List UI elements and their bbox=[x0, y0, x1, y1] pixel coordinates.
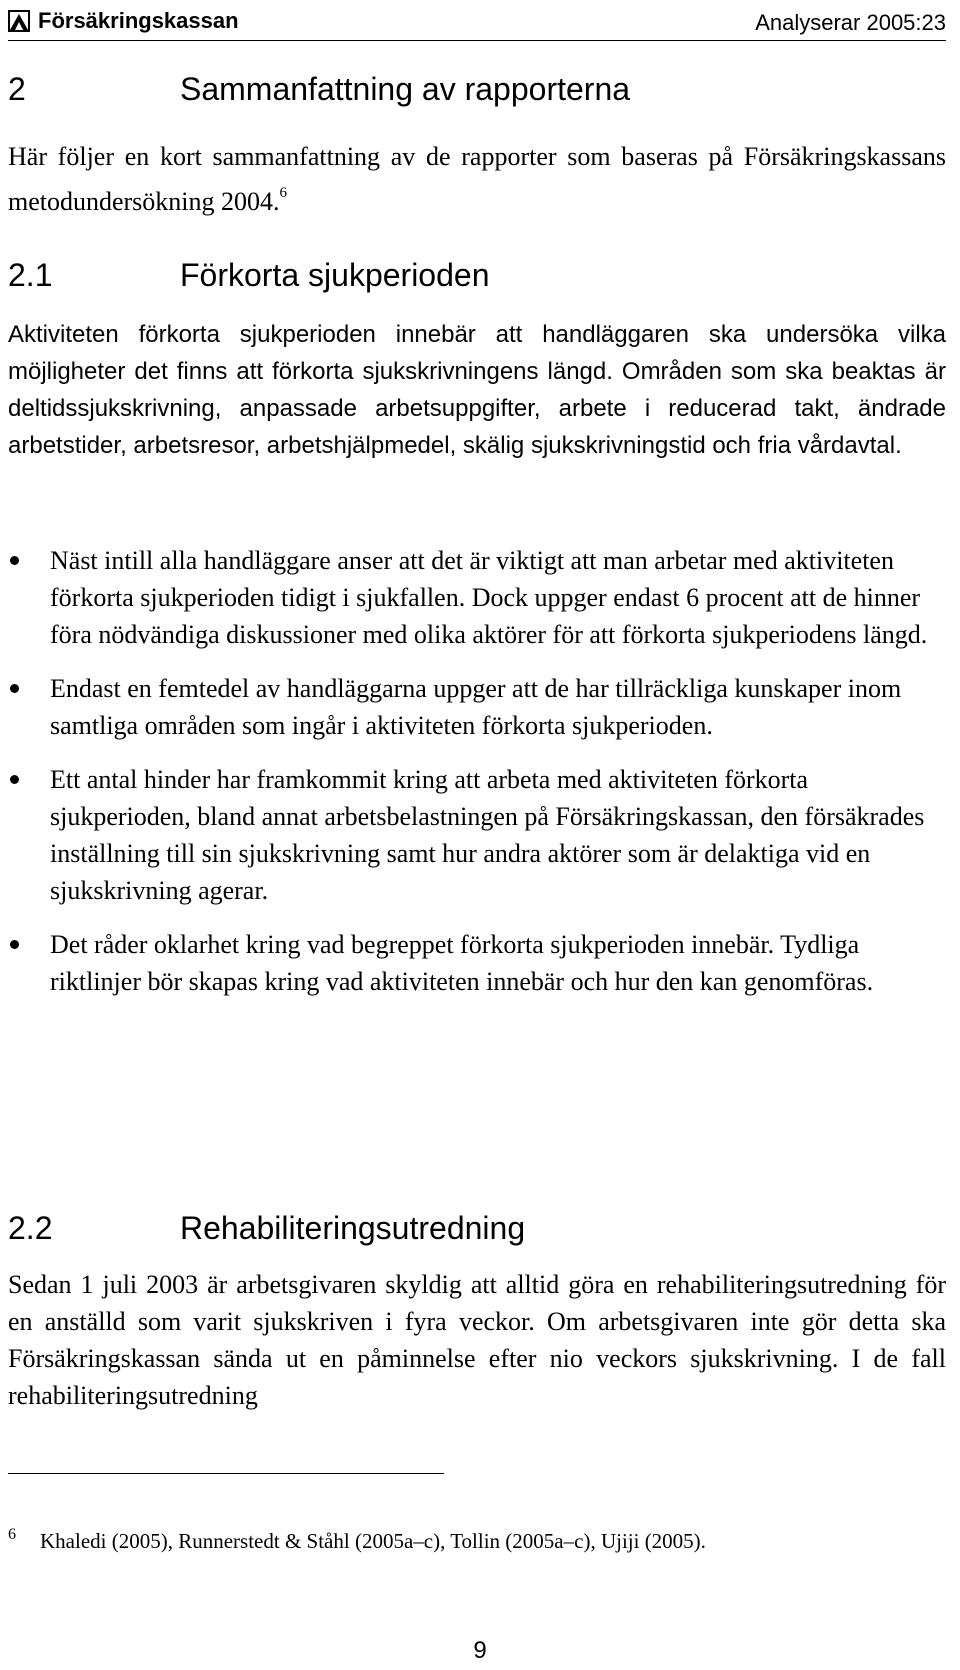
footnote-ref: 6 bbox=[279, 185, 288, 201]
bullet-icon bbox=[10, 684, 19, 693]
page-header bbox=[8, 4, 946, 41]
org-name: Försäkringskassan bbox=[38, 8, 239, 33]
list-item bbox=[0, 542, 960, 653]
list-item bbox=[0, 926, 960, 1000]
bullet-list bbox=[0, 542, 960, 1017]
list-item-text: Det råder oklarhet kring vad begreppet förkorta sjukperioden innebär. Tydliga riktlinjer bör skapas kring vad aktiviteten innebär och hur den kan genomföras. bbox=[50, 930, 874, 996]
section-number: 2.2 bbox=[8, 1210, 53, 1246]
section-2-intro bbox=[8, 138, 946, 220]
bullet-icon bbox=[10, 556, 19, 565]
footnote-text: Khaledi (2005), Runnerstedt & Ståhl (2005a–c), Tollin (2005a–c), Ujiji (2005). bbox=[40, 1529, 706, 1553]
list-item bbox=[0, 761, 960, 909]
section-title: Sammanfattning av rapporterna bbox=[180, 71, 631, 107]
page-number: 9 bbox=[473, 1637, 487, 1664]
list-item-text: Ett antal hinder har framkommit kring att arbeta med aktiviteten förkorta sjukperioden, bland annat arbetsbelastningen på Försäkringskassan, den försäkrades inställning till sin sjukskrivning samt hur andra aktörer som är delaktiga vid en sjukskrivning agerar. bbox=[50, 765, 925, 905]
footnote-number: 6 bbox=[8, 1526, 16, 1543]
list-item bbox=[0, 670, 960, 744]
footnote-divider bbox=[8, 1473, 444, 1474]
intro-text: Här följer en kort sammanfattning av de rapporter som baseras på Försäkringskassans metodundersökning 2004. bbox=[8, 142, 946, 216]
section-2-2-paragraph: Sedan 1 juli 2003 är arbetsgivaren skyldig att alltid göra en rehabiliteringsutredning för en anställd som varit sjukskriven i fyra veckor. Om arbetsgivaren inte gör detta ska Försäkringskassan sända ut en påminnelse efter nio veckors sjukskrivning. I de fall rehabiliteringsutredning bbox=[8, 1270, 946, 1410]
list-item-text: Endast en femtedel av handläggarna uppger att de har tillräckliga kunskaper inom samtliga områden som ingår i aktiviteten förkorta sjukperioden. bbox=[50, 674, 902, 740]
section-number: 2.1 bbox=[8, 257, 53, 293]
section-title: Rehabiliteringsutredning bbox=[180, 1210, 526, 1246]
forsakringskassan-logo-icon bbox=[8, 10, 30, 32]
report-id: Analyserar 2005:23 bbox=[755, 10, 946, 35]
bullet-icon bbox=[10, 940, 19, 949]
section-number: 2 bbox=[8, 71, 26, 107]
section-2-1-heading bbox=[8, 256, 946, 294]
bullet-icon bbox=[10, 775, 19, 784]
section-2-1-paragraph: Aktiviteten förkorta sjukperioden innebär att handläggaren ska undersöka vilka möjligheter det finns att förkorta sjukskrivningens längd. Områden som ska beaktas är deltidssjukskrivning, anpassade arbetsuppgifter, arbete i reducerad takt, ändrade arbetstider, arbetsresor, arbetshjälpmedel, skälig sjukskrivningstid och fria vårdavtal. bbox=[8, 321, 946, 459]
list-item-text: Näst intill alla handläggare anser att det är viktigt att man arbetar med aktiviteten förkorta sjukperioden tidigt i sjukfallen. Dock uppger endast 6 procent att de hinner föra nödvändiga diskussioner med olika aktörer för att förkorta sjukperiodens längd. bbox=[50, 546, 928, 649]
section-2-heading bbox=[8, 70, 946, 108]
section-title: Förkorta sjukperioden bbox=[180, 257, 490, 293]
section-2-2-heading bbox=[8, 1209, 946, 1247]
